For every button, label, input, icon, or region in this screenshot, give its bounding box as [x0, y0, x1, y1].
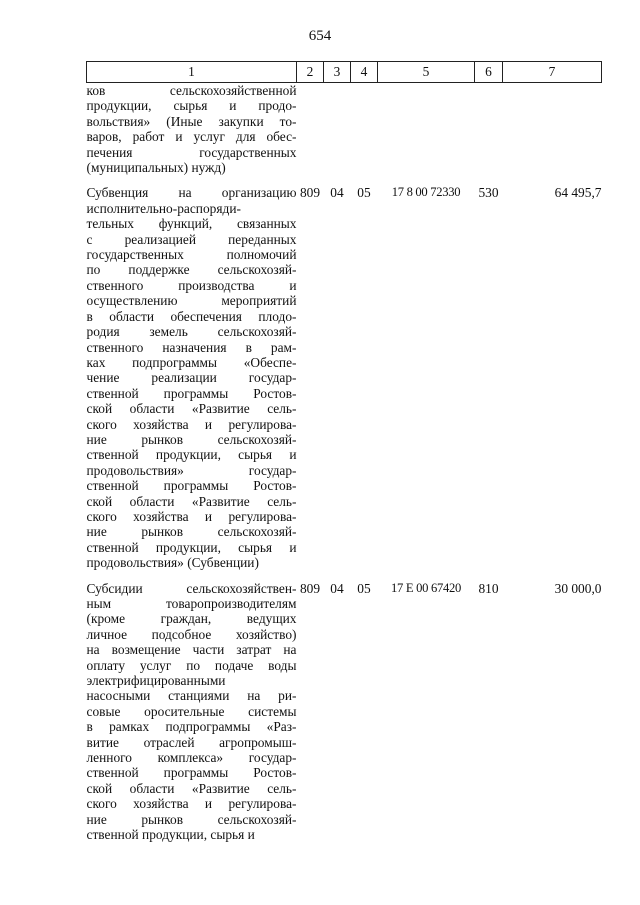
row-description — [87, 581, 297, 843]
description-line: ным товаропроизводителям — [86, 596, 297, 611]
column-header-4: 4 — [351, 62, 378, 83]
description-line: по поддержке сельскохозяй- — [86, 262, 297, 278]
cell-col3: 04 — [330, 580, 344, 596]
description-line: в рамках подпрограммы «Раз- — [86, 719, 297, 735]
cell-col4 — [351, 83, 378, 176]
row-spacer — [87, 175, 602, 185]
description-line: ственной продукции, сырья и — [86, 827, 255, 843]
table-row — [87, 185, 602, 570]
description-line: ние рынков сельскохозяй- — [86, 431, 297, 447]
cell-col4: 05 — [357, 185, 371, 201]
row-description — [87, 83, 297, 176]
header-row — [87, 62, 602, 83]
description-line: Субсидии сельскохозяйствен- — [86, 580, 297, 596]
description-line: витие отраслей агропромыш- — [86, 734, 297, 750]
description-line: Субвенция на организацию — [86, 185, 297, 201]
description-line: продовольствия» государ- — [86, 462, 297, 478]
column-header-5: 5 — [378, 62, 475, 83]
description-line: ского хозяйства и регулирова- — [86, 796, 297, 812]
description-line: электрифицированными — [86, 673, 226, 689]
column-header-7: 7 — [503, 62, 602, 83]
cell-col6: 530 — [478, 185, 499, 201]
description-line: ственной программы Ростов- — [86, 765, 297, 781]
description-line: ского хозяйства и регулирова- — [86, 416, 297, 432]
description-line: личное подсобное хозяйство) — [86, 626, 297, 642]
description-line: продукции, сырья и продо- — [86, 98, 297, 114]
description-line: государственных полномочий — [86, 247, 297, 263]
column-header-3: 3 — [324, 62, 351, 83]
description-line: оплату услуг по подаче воды — [86, 657, 297, 673]
description-line: ленного комплекса» государ- — [86, 750, 297, 766]
description-line: тельных функций, связанных — [86, 216, 297, 232]
cell-col2: 809 — [299, 580, 321, 596]
description-line: на возмещение части затрат на — [86, 642, 297, 658]
cell-col6 — [475, 83, 503, 176]
description-line: ственного назначения в рам- — [86, 339, 297, 355]
cell-col3 — [324, 83, 351, 176]
description-line: ках подпрограммы «Обеспе- — [86, 354, 297, 370]
cell-col7: 64 495,7 — [554, 185, 602, 201]
row-description — [87, 185, 297, 570]
budget-table — [86, 61, 602, 843]
description-line: вольствия» (Иные закупки то- — [86, 113, 297, 129]
table-header — [87, 62, 602, 83]
table-row — [87, 581, 602, 843]
page-number: 654 — [308, 28, 332, 44]
table-row — [87, 83, 602, 176]
description-line: ственной программы Ростов- — [86, 478, 297, 494]
description-line: ской области «Развитие сель- — [86, 780, 297, 796]
description-line: ние рынков сельскохозяй- — [86, 524, 297, 540]
description-line: продовольствия» (Субвенции) — [86, 555, 259, 571]
column-header-1: 1 — [87, 62, 297, 83]
description-line: печения государственных — [86, 144, 297, 160]
description-line: ского хозяйства и регулирова- — [86, 508, 297, 524]
description-line: варов, работ и услуг для обес- — [86, 129, 297, 145]
table-body — [87, 83, 602, 843]
description-line: ской области «Развитие сель- — [86, 493, 297, 509]
description-line: совые оросительные системы — [86, 703, 297, 719]
column-header-2: 2 — [297, 62, 324, 83]
cell-col5 — [378, 83, 475, 176]
description-line: (муниципальных) нужд) — [86, 160, 226, 176]
description-line: чение реализации государ- — [86, 370, 297, 386]
cell-col4: 05 — [357, 580, 371, 596]
description-line: насосными станциями на ри- — [86, 688, 297, 704]
cell-col5: 17 8 00 72330 — [391, 185, 461, 200]
description-line: ственного производства и — [86, 277, 297, 293]
description-line: ственной программы Ростов- — [86, 385, 297, 401]
description-line: ков сельскохозяйственной — [86, 83, 297, 98]
description-line: с реализацией переданных — [86, 231, 297, 247]
cell-col7: 30 000,0 — [554, 580, 602, 596]
cell-col3: 04 — [330, 185, 344, 201]
description-line: ние рынков сельскохозяй- — [86, 811, 297, 827]
description-line: ской области «Развитие сель- — [86, 401, 297, 417]
cell-col5: 17 Е 00 67420 — [391, 580, 461, 595]
row-spacer — [87, 571, 602, 581]
description-line: исполнительно-распоряди- — [86, 200, 241, 216]
column-header-6: 6 — [475, 62, 503, 83]
cell-col7 — [503, 83, 602, 176]
description-line: (кроме граждан, ведущих — [86, 611, 297, 627]
description-line: ственной продукции, сырья и — [86, 539, 297, 555]
description-line: родия земель сельскохозяй- — [86, 324, 297, 340]
description-line: ственной продукции, сырья и — [86, 447, 297, 463]
description-line: в области обеспечения плодо- — [86, 308, 297, 324]
cell-col2 — [297, 83, 324, 176]
cell-col6: 810 — [478, 580, 499, 596]
cell-col2: 809 — [299, 185, 321, 201]
description-line: осуществлению мероприятий — [86, 293, 297, 309]
